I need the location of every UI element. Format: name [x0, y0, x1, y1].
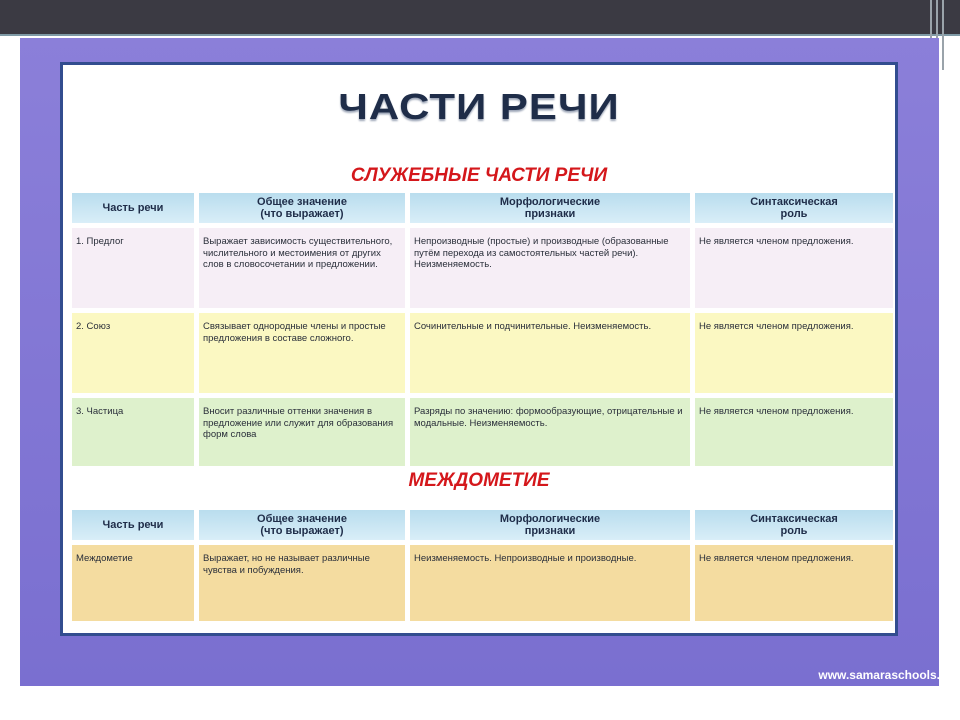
poster-frame [20, 38, 952, 686]
cell-meaning: Выражает, но не называет различные чувства и побуждения. [199, 545, 405, 621]
cell-meaning: Вносит различные оттенки значения в предложение или служит для образования форм слова [199, 398, 405, 466]
table-header-row [72, 510, 893, 540]
cell-morphology: Разряды по значению: формообразующие, отрицательные и модальные. Неизменяемость. [410, 398, 690, 466]
section-title-service-parts: СЛУЖЕБНЫЕ ЧАСТИ РЕЧИ [350, 165, 608, 186]
header-general-meaning: Общее значение (что выражает) [199, 510, 405, 540]
cell-syntax: Не является членом предложения. [695, 228, 893, 308]
header-part-of-speech: Часть речи [72, 510, 194, 540]
header-part-of-speech: Часть речи [72, 193, 194, 223]
interjection-table [67, 505, 898, 626]
cell-syntax: Не является членом предложения. [695, 313, 893, 393]
cell-morphology: Сочинительные и подчинительные. Неизменяемость. [410, 313, 690, 393]
cell-morphology: Непроизводные (простые) и производные (образованные путём перехода из самостоятельных частей речи). Неизменяемость. [410, 228, 690, 308]
service-parts-table [67, 188, 898, 471]
top-bar-divider [0, 34, 960, 36]
cell-meaning: Выражает зависимость существительного, числительного и местоимения от других слов в словосочетании и предложении. [199, 228, 405, 308]
header-syntax: Синтаксическая роль [695, 510, 893, 540]
section-title-interjection: МЕЖДОМЕТИЕ [408, 470, 550, 491]
table-header-row [72, 193, 893, 223]
cell-meaning: Связывает однородные члены и простые предложения в составе сложного. [199, 313, 405, 393]
cell-part: 2. Союз [72, 313, 194, 393]
poster-title: ЧАСТИ РЕЧИ [338, 86, 620, 127]
table-row [72, 228, 893, 308]
website-url: www.samaraschools.ru [818, 668, 952, 682]
header-morphology: Морфологические признаки [410, 193, 690, 223]
presentation-top-bar [0, 0, 960, 34]
poster-content [60, 62, 898, 636]
header-syntax: Синтаксическая роль [695, 193, 893, 223]
header-morphology: Морфологические признаки [410, 510, 690, 540]
table-row [72, 545, 893, 621]
table-row [72, 313, 893, 393]
header-general-meaning: Общее значение (что выражает) [199, 193, 405, 223]
cell-morphology: Неизменяемость. Непроизводные и производные. [410, 545, 690, 621]
cell-syntax: Не является членом предложения. [695, 545, 893, 621]
cell-part: Междометие [72, 545, 194, 621]
cell-part: 3. Частица [72, 398, 194, 466]
cell-part: 1. Предлог [72, 228, 194, 308]
cell-syntax: Не является членом предложения. [695, 398, 893, 466]
table-row [72, 398, 893, 466]
